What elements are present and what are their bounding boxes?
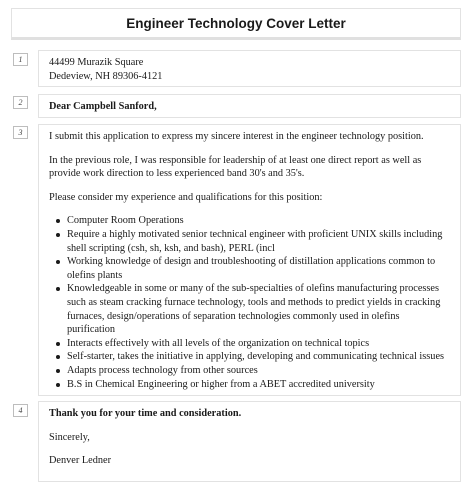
section-number-badge: 2 [13,96,28,109]
section-number-badge: 4 [13,404,28,417]
list-item: Adapts process technology from other sources [49,364,450,378]
page-title: Engineer Technology Cover Letter [126,15,346,31]
section-closing [38,401,461,482]
section-address [38,50,461,87]
consider-paragraph: Please consider my experience and qualifications for this position: [49,191,323,203]
list-item: Knowledgeable in some or many of the sub-specialties of olefins manufacturing processes such as steam cracking furnace technology, tools and methods to predict yields in cracking furnaces, design/operations of separation technologies commonly used in olefins purification [49,282,450,336]
list-item: Computer Room Operations [49,214,450,228]
signature: Denver Ledner [49,455,112,467]
thanks-line: Thank you for your time and consideration. [49,408,242,419]
list-item: Self-starter, takes the initiative in applying, developing and communicating technical issues [49,350,450,364]
closing-line: Sincerely, [49,431,90,443]
address-line-2: Dedeview, NH 89306-4121 [49,70,163,82]
section-body [38,124,461,396]
list-item: Working knowledge of design and troubleshooting of distillation applications common to olefins plants [49,255,450,282]
address-line-1: 44499 Murazik Square [49,57,144,68]
list-item: Require a highly motivated senior technical engineer with proficient UNIX skills including shell scripting (csh, sh, ksh, and bash), PERL (incl [49,228,450,255]
previous-role-paragraph: In the previous role, I was responsible for leadership of at least one direct report as well as provide work direction to less experienced band 30's and 35's. [49,154,422,180]
section-number-badge: 1 [13,53,28,66]
intro-paragraph: I submit this application to express my sincere interest in the engineer technology position. [49,131,424,142]
title-bar [11,8,461,40]
list-item: B.S in Chemical Engineering or higher from a ABET accredited university [49,378,450,392]
section-number-badge: 3 [13,126,28,139]
qualifications-list [49,214,450,391]
section-salutation [38,94,461,118]
list-item: Interacts effectively with all levels of the organization on technical topics [49,337,450,351]
salutation: Dear Campbell Sanford, [49,101,157,112]
